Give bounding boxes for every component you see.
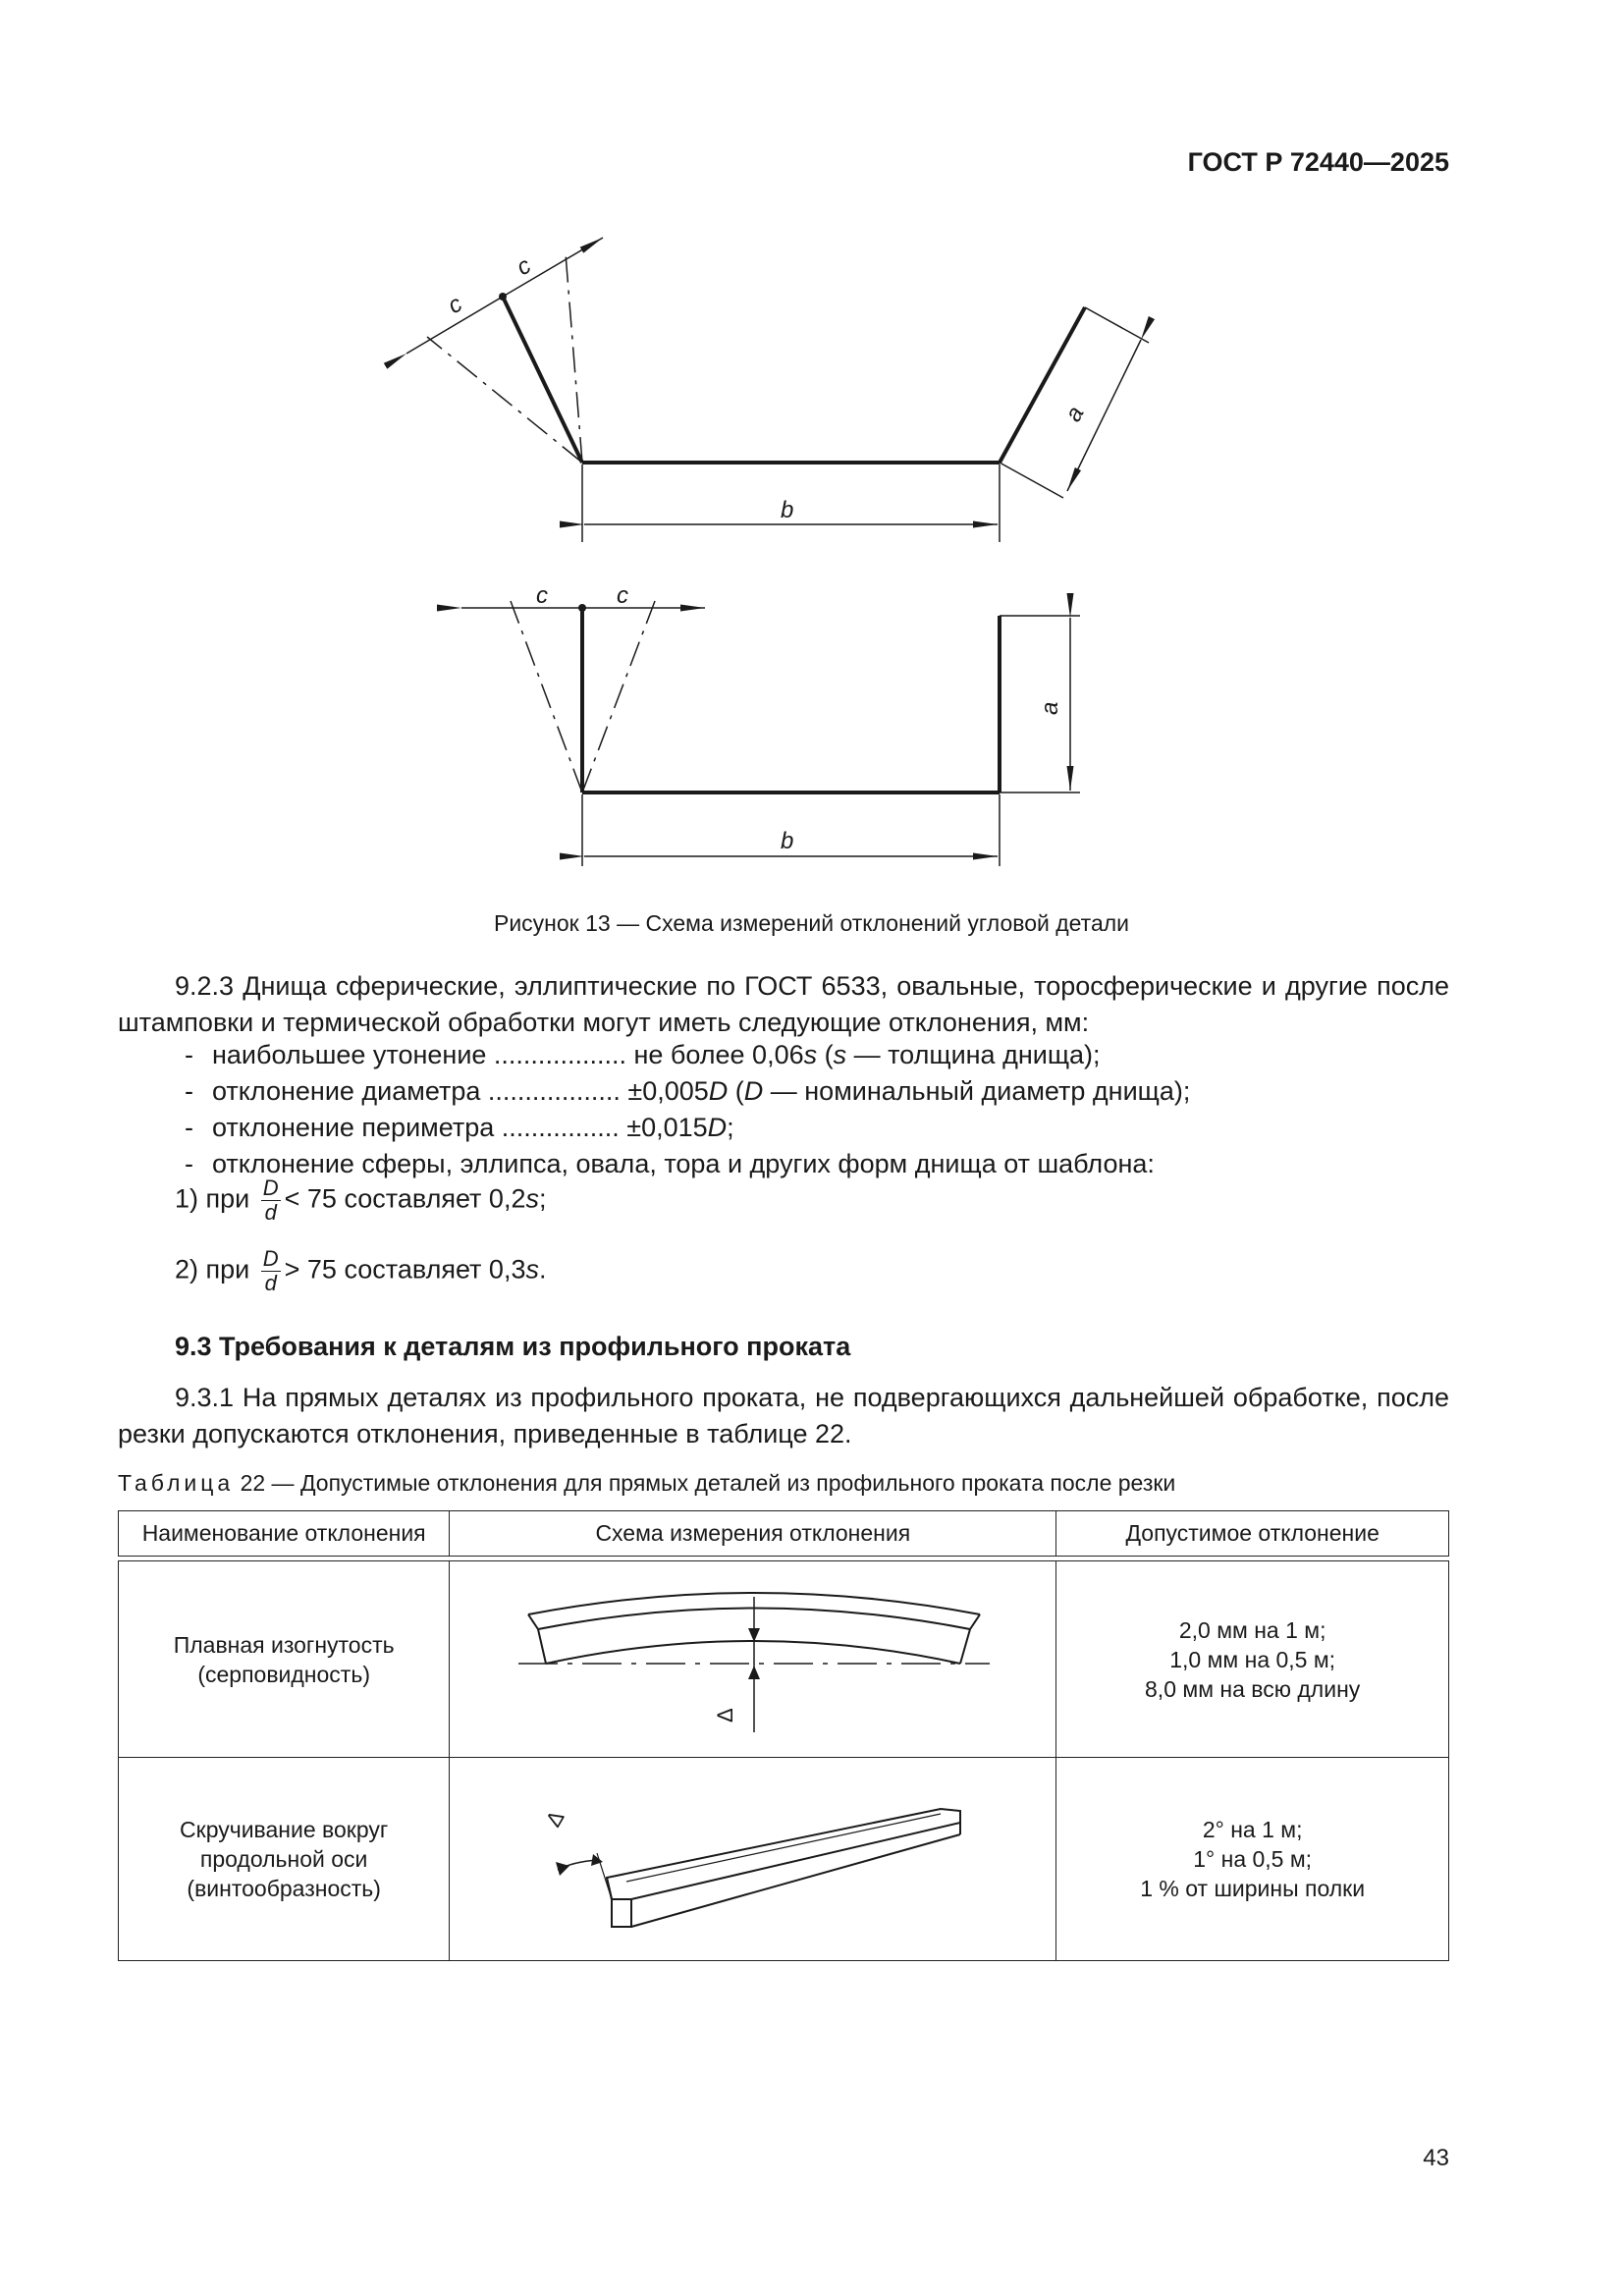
lower-a-label: a (1037, 701, 1063, 715)
scheme-cell (450, 1561, 1056, 1758)
table-header-row (119, 1511, 1449, 1557)
twist-bar-end (612, 1899, 631, 1927)
clause-9-3-1: 9.3.1 На прямых деталях из профильного проката, не подвергающихся дальнейшей обработке, после резки допускаются отклонения, приведенные в таблице 22. (118, 1383, 1449, 1449)
clause-9-2-3-intro: 9.2.3 Днища сферические, эллиптические по ГОСТ 6533, овальные, торосферические и другие после штамповки и термической обработки могут иметь следующие отклонения, мм: (118, 971, 1449, 1037)
allowed-deviation-cell: 2,0 мм на 1 м; 1,0 мм на 0,5 м; 8,0 мм на всю длину (1056, 1561, 1449, 1758)
header-measurement-scheme: Схема измерения отклонения (450, 1511, 1056, 1557)
section-heading-9-3: 9.3 Требования к деталям из профильного проката (175, 1332, 851, 1361)
formula-case-1: 1) при $\frac{D}{d}$ < 75 составляет 0,2s; (175, 1175, 547, 1225)
fraction-D-over-d: $\frac{D}{d}$ (262, 1175, 279, 1225)
lower-left-dashdot-inner (582, 601, 655, 793)
fraction-D-over-d: $\frac{D}{d}$ (262, 1246, 279, 1295)
lower-c-label-1: c (536, 582, 548, 609)
upper-right-flange (1000, 307, 1085, 463)
lower-left-dashdot-outer (511, 601, 582, 793)
twist-delta-label: Δ (540, 1805, 569, 1831)
upper-c-label-2: c (512, 251, 536, 282)
lower-c-label-2: c (617, 582, 628, 609)
upper-b-label: b (781, 497, 794, 523)
upper-a-ext-bottom (1000, 463, 1063, 498)
figure-caption: Рисунок 13 — Схема измерений отклонений угловой детали (493, 910, 1130, 936)
upper-c-label-1: c (443, 290, 467, 320)
lower-b-label: b (781, 828, 794, 854)
table-row (119, 1561, 1449, 1758)
upper-left-dashdot-outer (427, 337, 582, 463)
scheme-cell (450, 1758, 1056, 1961)
header-allowed-deviation: Допустимое отклонение (1056, 1511, 1449, 1557)
bow-delta-label: Δ (713, 1707, 738, 1722)
twist-scheme-drawing (450, 1760, 1055, 1959)
formula-case-2: 2) при $\frac{D}{d}$ > 75 составляет 0,3s. (175, 1246, 547, 1295)
deviation-name-cell: Плавная изогнутость (серповидность) (119, 1561, 450, 1758)
header-deviation-name: Наименование отклонения (119, 1511, 450, 1557)
table-caption: Таблица 22 — Допустимые отклонения для прямых деталей из профильного проката после резки (118, 1470, 1176, 1496)
upper-a-ext-top (1085, 307, 1149, 343)
document-number: ГОСТ Р 72440—2025 (1187, 147, 1449, 177)
deviation-name-cell: Скручивание вокруг продольной оси (винтообразность) (119, 1758, 450, 1961)
figure-13-diagram (0, 0, 1623, 903)
upper-a-label: a (1059, 402, 1090, 426)
page-number: 43 (1423, 2145, 1449, 2171)
table-22 (118, 1510, 1449, 1961)
bow-lower-arc (546, 1641, 960, 1664)
lower-pivot-dot (578, 604, 586, 612)
bow-scheme-drawing (450, 1563, 1055, 1756)
allowed-deviation-cell: 2° на 1 м; 1° на 0,5 м; 1 % от ширины полки (1056, 1758, 1449, 1961)
table-row (119, 1758, 1449, 1961)
twist-bar-top (607, 1809, 960, 1899)
twist-bar-bottom-edge (631, 1834, 960, 1927)
upper-pivot-dot (499, 293, 507, 301)
